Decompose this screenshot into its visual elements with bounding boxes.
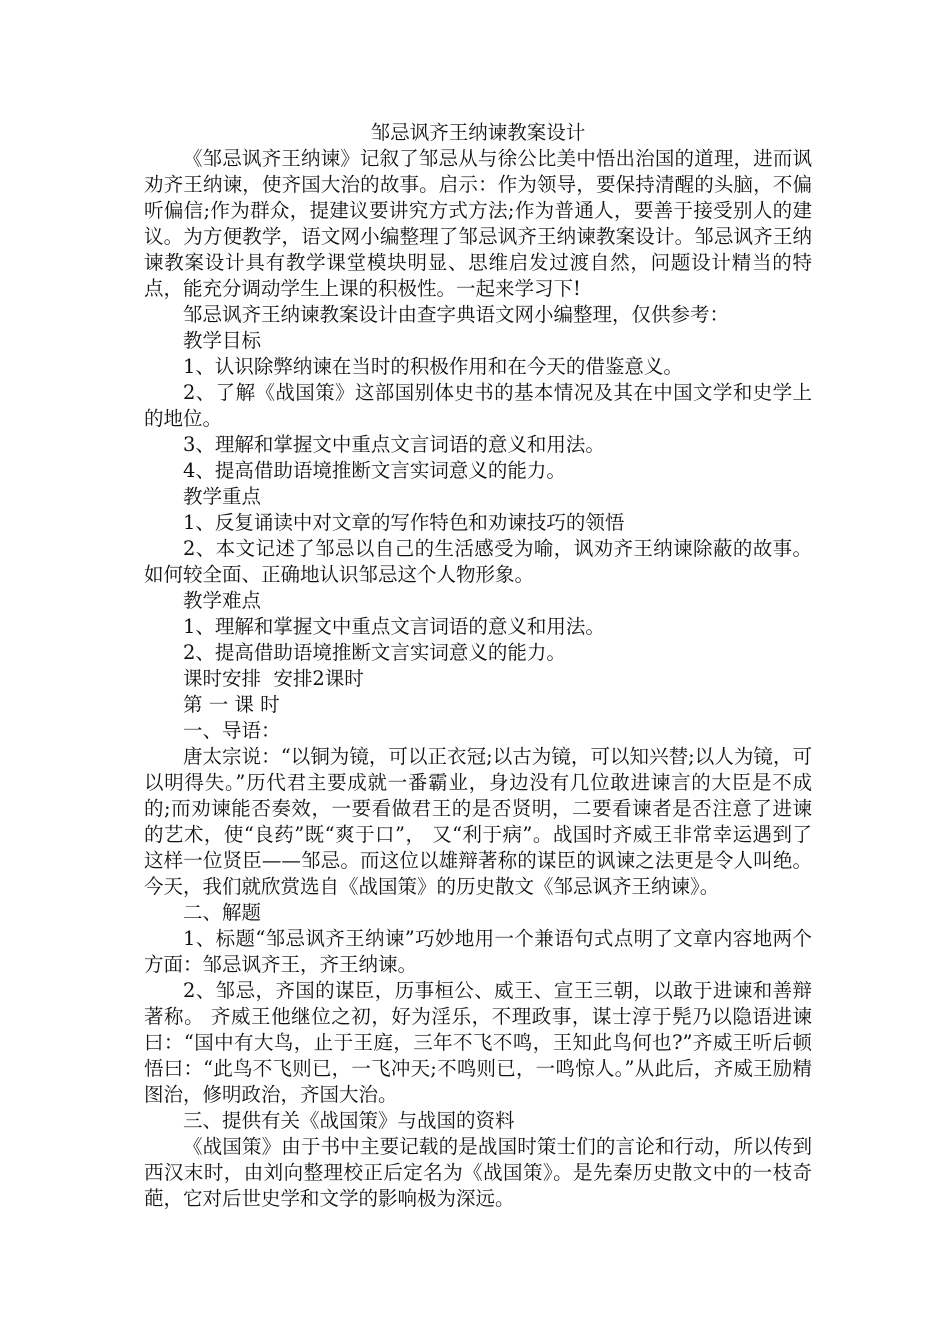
section-heading-intro: 一、导语： bbox=[183, 719, 281, 742]
goal-item: 3、理解和掌握文中重点文言词语的意义和用法。 bbox=[183, 433, 605, 456]
lesson-heading: 第 一 课 时 bbox=[183, 693, 280, 716]
document-page bbox=[144, 120, 812, 1212]
section-heading-goals: 教学目标 bbox=[183, 329, 262, 352]
goal-item: 1、认识除弊纳谏在当时的积极作用和在今天的借鉴意义。 bbox=[183, 355, 683, 378]
section-heading-key-points: 教学重点 bbox=[183, 485, 262, 508]
schedule-line: 课时安排 安排2课时 bbox=[183, 667, 364, 690]
materials-body: 《战国策》由于书中主要记载的是战国时策士们的言论和行动，所以传到西汉末时，由刘向整理校正后定名为《战国策》。是先秦历史散文中的一枝奇葩，它对后世史学和文学的影响极为深远。 bbox=[144, 1135, 812, 1210]
document-title: 邹忌讽齐王纳谏教案设计 bbox=[370, 121, 586, 144]
goal-item: 2、了解《战国策》这部国别体史书的基本情况及其在中国文学和史学上的地位。 bbox=[144, 381, 812, 430]
analysis-item: 1、标题“邹忌讽齐王纳谏”巧妙地用一个兼语句式点明了文章内容地两个方面：邹忌讽齐王，齐王纳谏。 bbox=[144, 927, 812, 976]
section-heading-title-analysis: 二、解题 bbox=[183, 901, 262, 924]
difficulty-item: 2、提高借助语境推断文言实词意义的能力。 bbox=[183, 641, 566, 664]
difficulty-item: 1、理解和掌握文中重点文言词语的意义和用法。 bbox=[183, 615, 605, 638]
key-point-item: 2、本文记述了邹忌以自己的生活感受为喻，讽劝齐王纳谏除蔽的故事。如何较全面、正确地认识邹忌这个人物形象。 bbox=[144, 537, 812, 586]
section-heading-materials: 三、提供有关《战国策》与战国的资料 bbox=[183, 1109, 515, 1132]
goal-item: 4、提高借助语境推断文言实词意义的能力。 bbox=[183, 459, 566, 482]
source-note: 邹忌讽齐王纳谏教案设计由查字典语文网小编整理，仅供参考： bbox=[183, 303, 730, 326]
analysis-item: 2、邹忌，齐国的谋臣，历事桓公、威王、宣王三朝，以敢于进谏和善辩著称。 齐威王他继位之初，好为淫乐，不理政事，谋士淳于髡乃以隐语进谏曰：“国中有大鸟，止于王庭，三年不飞不鸣，王知此鸟何也?”齐威王听后顿悟曰：“此鸟不飞则已，一飞冲天;不鸣则已，一鸣惊人。”从此后，齐威王励精图治，修明政治，齐国大治。 bbox=[144, 979, 812, 1106]
key-point-item: 1、反复诵读中对文章的写作特色和劝谏技巧的领悟 bbox=[183, 511, 625, 534]
intro-body: 唐太宗说：“以铜为镜，可以正衣冠;以古为镜，可以知兴替;以人为镜，可以明得失。”历代君主要成就一番霸业，身边没有几位敢进谏言的大臣是不成的;而劝谏能否奏效，一要看做君王的是否贤明，二要看谏者是否注意了进谏的艺术，使“良药”既“爽于口”， 又“利于病”。战国时齐威王非常幸运遇到了这样一位贤臣——邹忌。而这位以雄辩著称的谋臣的讽谏之法更是令人叫绝。今天，我们就欣赏选自《战国策》的历史散文《邹忌讽齐王纳谏》。 bbox=[144, 745, 812, 898]
section-heading-difficulties: 教学难点 bbox=[183, 589, 262, 612]
intro-paragraph: 《邹忌讽齐王纳谏》记叙了邹忌从与徐公比美中悟出治国的道理，进而讽劝齐王纳谏，使齐国大治的故事。启示：作为领导，要保持清醒的头脑，不偏听偏信;作为群众，提建议要讲究方式方法;作为普通人，要善于接受别人的建议。为方便教学，语文网小编整理了邹忌讽齐王纳谏教案设计。邹忌讽齐王纳谏教案设计具有教学课堂模块明显、思维启发过渡自然，问题设计精当的特点，能充分调动学生上课的积极性。一起来学习下! bbox=[144, 147, 812, 300]
